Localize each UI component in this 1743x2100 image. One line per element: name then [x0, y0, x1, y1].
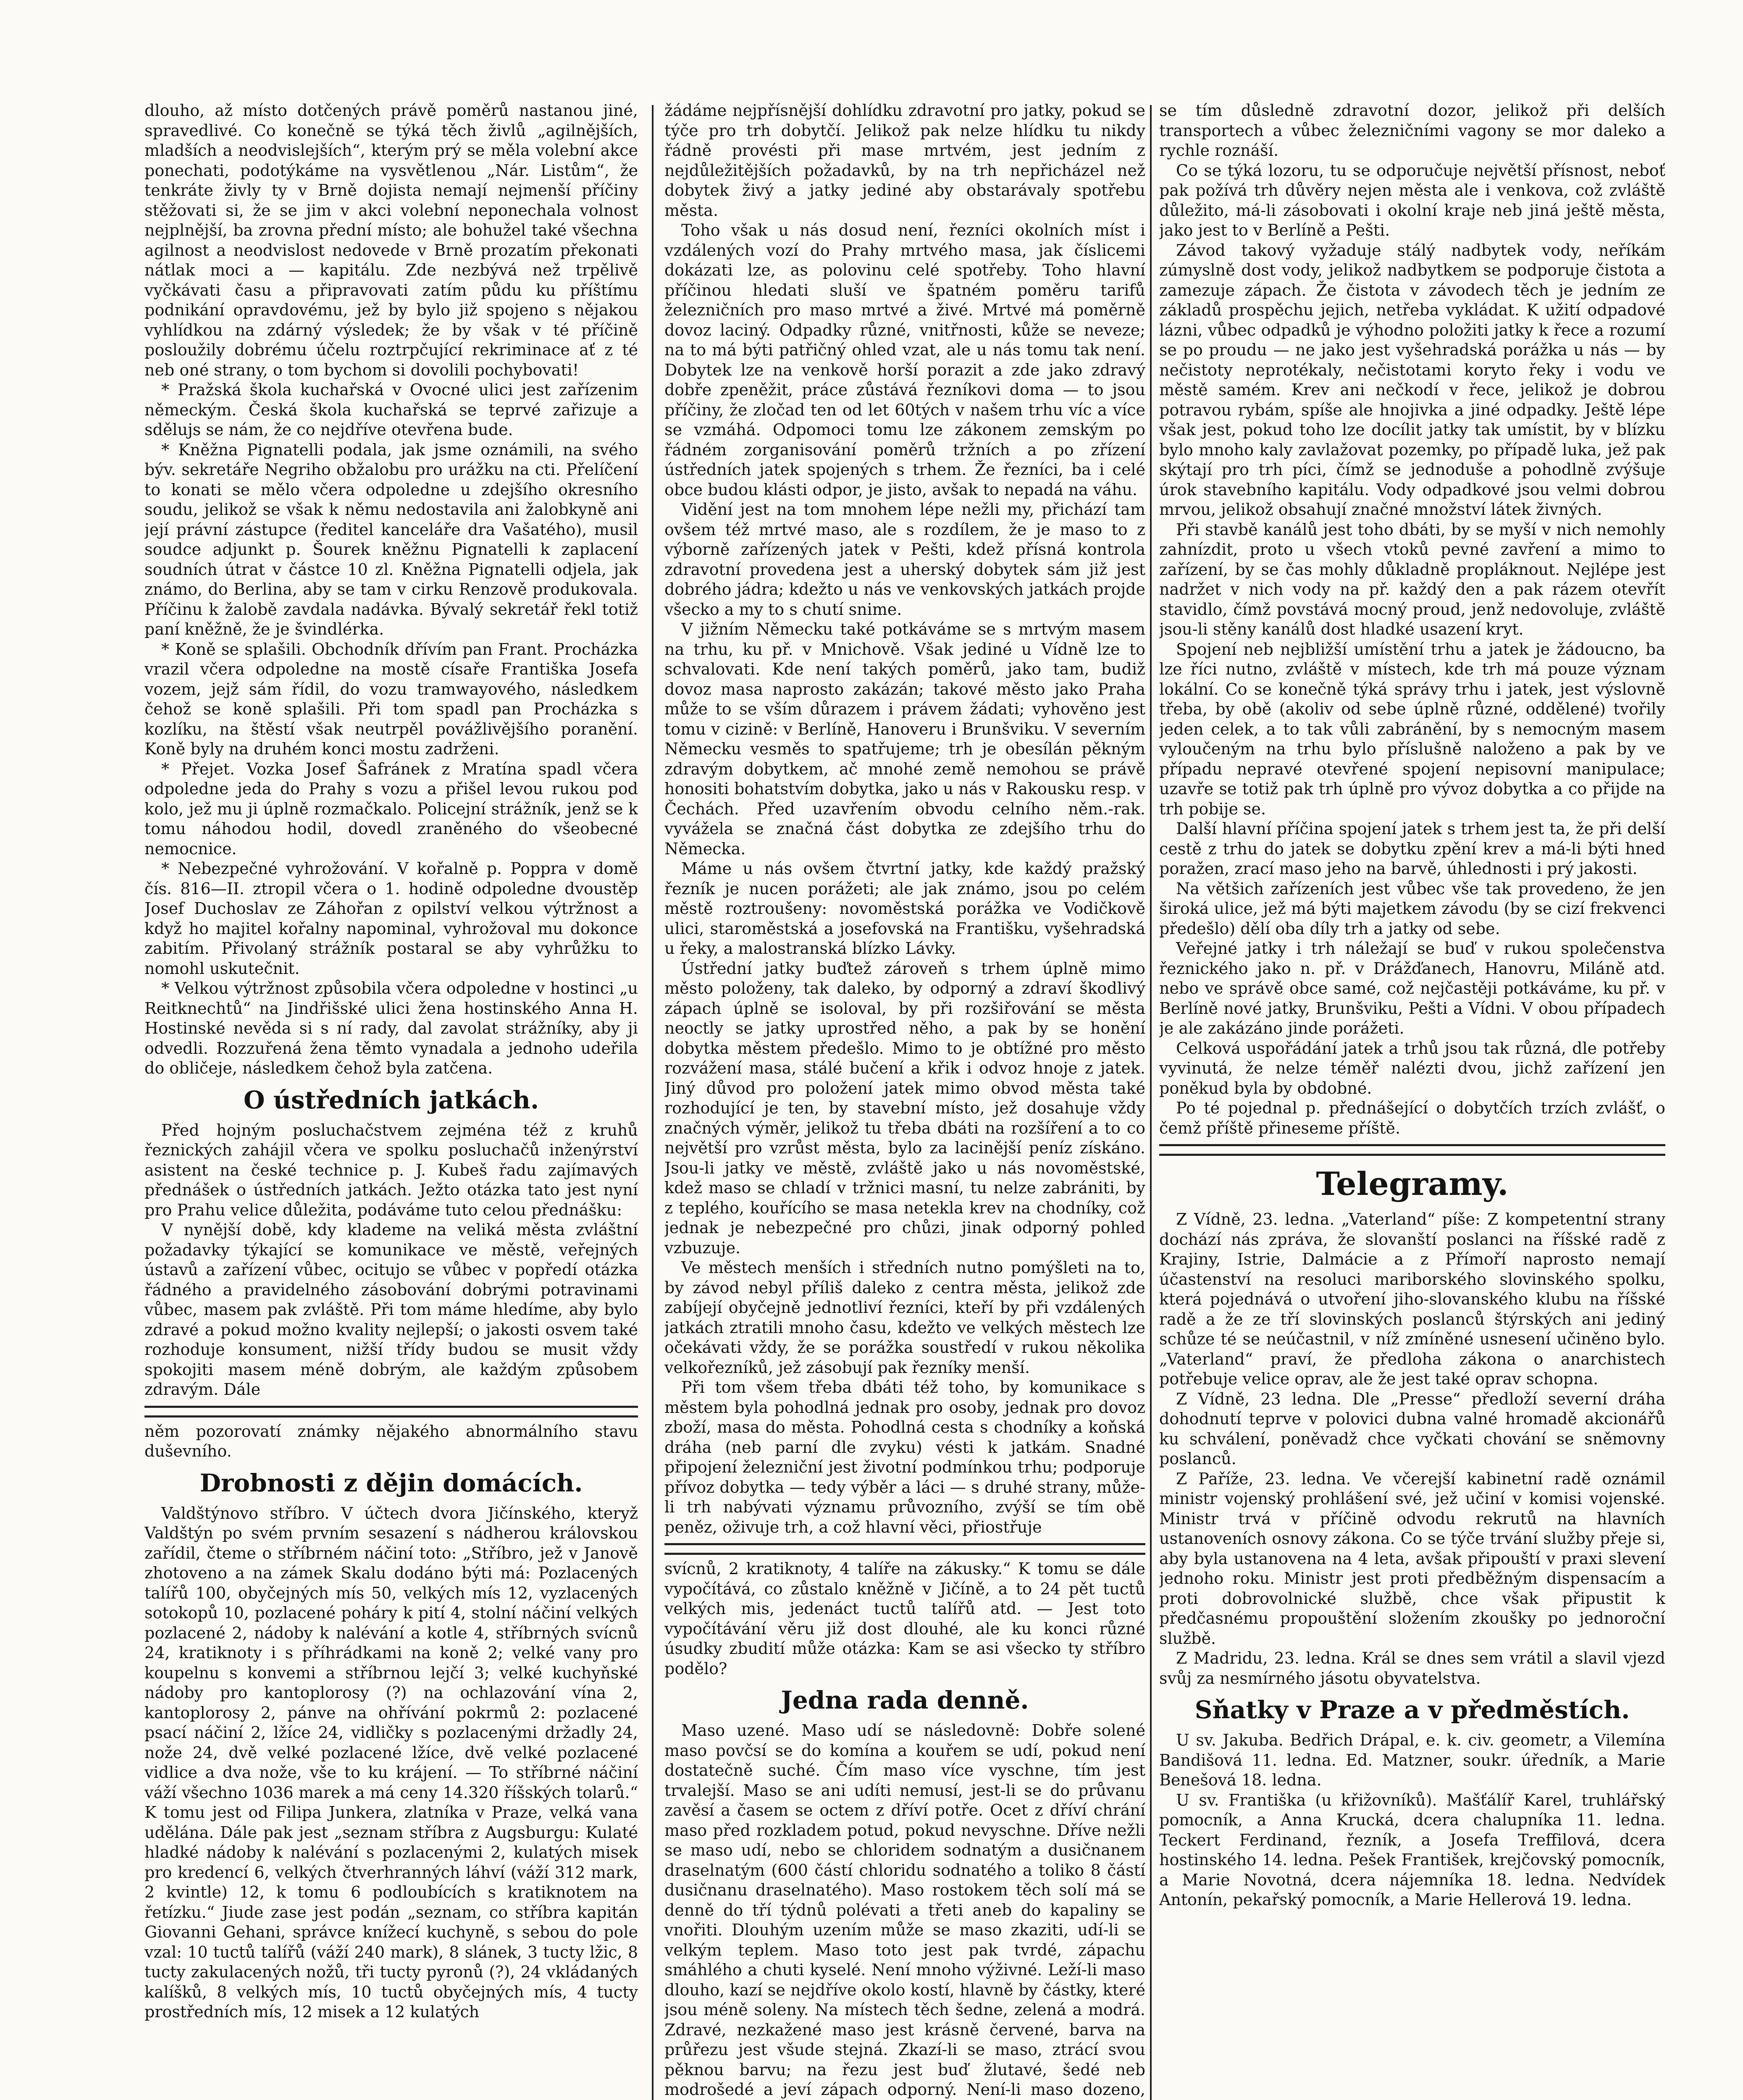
heading-telegrams: Telegramy. [1316, 1165, 1509, 1202]
article-text: V nynější době, kdy klademe na veliká města zvláštní požadavky týkající se komunikace ve městě, veřejných ústavů a zařízení vůbec, ocitujo se vůbec v popředí otázka řádného a pravidelného zásobování dobrými potravinami vůbec, masem pak zvláště. Při tom máme hledíme, aby bylo zdravé a pokud možno kvality nejlepší; o jakosti osvem také rozhoduje konsument, nižší třídy budou se musit vždy spokojiti masem méně dobrým, ale každým způsobem zdravým. Dále [144, 1221, 638, 1399]
telegram-vienna-1: Z Vídně, 23. ledna. „Vaterland“ píše: Z kompetentní strany dochází nás zpráva, že slovanští poslanci na říšské radě z Krajiny, Istrie, Dalmácie a z Přímoří naprosto nemají účastenství na resoluci mariborského slovinského spolku, která pojednává o utvoření jiho-slovanského klubu na říšské radě a že ze tří slovinských poslanců štýrských ani jediný schůze té se neúčastnil, v níž zmíněné usnesení učiněno bylo. „Vaterland“ praví, že předloha zákona o anarchistech potřebuje velice oprav, ale že jest také oprav schopna. [1159, 1210, 1665, 1388]
article-text: Co se týká lozoru, tu se odporučuje největší přísnost, neboť pak požívá trh důvěry nejen města ale i venkova, což zvláště důležito, má-li zásobovati i okolní kraje neb jiná ještě města, jako jest to v Berlíně a Pešti. [1159, 161, 1665, 239]
marriages-st-francis: U sv. Františka (u křižovníků). Mašťálíř Karel, truhlářský pomocník, a Anna Krucká, dcera chalupníka 11. ledna. Teckert Ferdinand, řezník, a Josefa Treffilová, dcera hostinského 14. ledna. Pešek František, krejčovský pomocník, a Marie Novotná, dcera nájemníka 18. ledna. Nedvídek Antonín, pekařský pomocník, a Marie Hellerová 19. ledna. [1159, 1790, 1665, 1909]
column-left [144, 101, 638, 2100]
article-text: Ústřední jatky buďtež zároveň s trhem úplně mimo město položeny, tak daleko, by odporný a zdraví škodlivý zápach úplně se isoloval, by při rozšiřování se města neoctly se jatky uprostřed něho, a pak by se honění dobytka městem předešlo. Mimo to je obtížné pro město rozvážení masa, stálé bučení a křik i odvoz hnoje z jatek. Jiný důvod pro položení jatek mimo obvod města také rozhodující je ten, by stavební místo, jež dosahuje vždy značných výměr, jelikož tu třeba dbáti na rozšíření a to co největší pro vzrůst města, bylo za lacinější peníz získáno. Jsou-li jatky ve městě, zvláště jako u nás novoměstské, kdež maso se chladí v tržnici masní, tu nelze zabrániti, by z teplého, kouřícího se masa netekla krev na chodníky, což jednak je nebezpečné pro chůzi, jinak odporný pohled vzbuzuje. [664, 959, 1145, 1257]
column-right [1159, 101, 1665, 2100]
section-divider [1159, 1144, 1665, 1156]
heading-domestic-history: Drobnosti z dějin domácích. [200, 1468, 583, 1497]
telegram-paris: Z Paříže, 23. ledna. Ve včerejší kabinetní radě oznámil ministr vojenský prohlášení své, jež učiní v komisi vojenské. Ministr trvá v příčině odvodu rekrutů na hlavních ustanoveních osnovy zákona. Co se týče trvání služby přeje si, aby byla ustanovena na 4 leta, avšak připouští v praxi slevení jednoho roku. Ministr jest proti předběžným dispensacím a proti dobrovolnické službě, chce však připustit k předčasnému propouštění složením zkoušky po jednoroční službě. [1159, 1469, 1665, 1648]
article-text: Při stavbě kanálů jest toho dbáti, by se myší v nich nemohly zahnízdit, proto u všech vtoků pevné zavření a mimo to zařízení, by se čas mohly důkladně propláknout. Nejlépe jest nadržet v nich vody na př. každý den a pak rázem otevřít stavidlo, čímž povstává mocný proud, jenž nedovoluje, zvláště jsou-li stěny kanálů dost hladké usazení kryt. [1159, 520, 1665, 638]
column-middle [664, 101, 1145, 2100]
section-divider [664, 1543, 1145, 1555]
news-item-horses: * Koně se splašili. Obchodník dřívím pan Frant. Procházka vrazil včera odpoledne na mostě císaře Františka Josefa vozem, jejž sám řídil, do vozu tramwayového, následkem čehož se koně splašili. Při tom spadl pan Procházka s kozlíku, na štěstí však neutrpěl povážlivějšího poranění. Koně byly na druhém konci mostu zadrženi. [144, 640, 638, 758]
news-item-pignatelli: * Kněžna Pignatelli podala, jak jsme oznámili, na svého býv. sekretáře Negriho obžalobu pro urážku na cti. Přelíčení to konati se mělo včera odpoledne u zdejšího okresního soudu, jelikož se však k němu nedostavila ani žalobkyně ani její právní zástupce (ředitel kanceláře dra Vašatého), musil soudce adjunkt p. Šourek kněžnu Pignatelli k zaplacení soudních útrat v částce 10 zl. Kněžna Pignatelli odjela, jak známo, do Berlina, aby se tam v cirku Renzově produkovala. Příčinu k žalobě zavdala nadávka. Bývalý sekretář řekl totiž paní kněžně, že je švindlérka. [144, 440, 638, 638]
article-text: Při tom všem třeba dbáti též toho, by komunikace s městem byla pohodlná jednak pro osoby, jednak pro dovoz zboží, masa do města. Pohodlná cesta s chodníky a koňská dráha (neb parní dle zvyku) vésti k jatkám. Snadné připojení železniční jest životní podmínkou trhu; podporuje přívoz dobytka — tedy výběr a láci — s druhé strany, může-li trh nabývati významu průvozního, zvýší se tím obě peněz, oživuje trh, a což hlavní věci, přiostřuje [664, 1378, 1145, 1536]
article-text: V jižním Německu také potkáváme se s mrtvým masem na trhu, ku př. v Mnichově. Však jediné u Vídně lze to schvalovati. Kde není takých poměrů, jako tam, budiž dovoz masa naprosto zakázán; takové město jako Praha může to se vším důrazem i právem žádati; vyhověno jest tomu v cizině: v Berlíně, Hanoveru i Brunšviku. V severním Německu vesměs to spatřujeme; trh je obesílán pěkným zdravým dobytkem, ač mnohé země nemohou se právě honositi bohatstvím dobytka, jako u nás v Rakousku resp. v Čechách. Před uzavřením obvodu celního něm.-rak. vyvážela se značná část dobytka ze zdejšího trhu do Německa. [664, 620, 1145, 858]
article-text: dlouho, až místo dotčených právě poměrů nastanou jiné, spravedlivé. Co konečně se týká těch živlů „agilnějších, mladších a neodvislejších“, kterým prý se měla volební akce ponechati, podotýkáme na vysvětlenou „Nár. Listům“, že tenkráte živly ty v Brně dojista nemají nejmenší příčiny stěžovati si, že se jim v akci volební neponechala volnost nejplnější, ba zrovna přední místo; ale bohužel také všechna agilnost a neodvislost nedovede v Brně prozatím překonati nátlak moci a — kapitálu. Zde nezbývá než trpělivě vyčkávati času a připravovati zatím půdu ku příštímu podnikání opravdovému, jež by bylo již spojeno s nějakou vyhlídkou na zdárný výsledek; že by však v té příčině posloužily dobrému účelu roztrpčující rekriminace ať z té neb oné strany, o tom bychom si dovolili pochybovati! [144, 101, 638, 379]
news-item-threat: * Nebezpečné vyhrožování. V kořalně p. Poppra v domě čís. 816—II. ztropil včera o 1. hodině odpoledne dvoustěp Josef Duchoslav ze Záhořan z opilství velkou výtržnost a když ho majitel kořalny napominal, vyhrožoval mu dokonce zabitím. Přivolaný strážník postaral se aby vyhrůžku to nomohl uskutečnit. [144, 859, 638, 978]
article-text: Veřejné jatky i trh náležají se buď v rukou společenstva řeznického jako n. př. v Drážďanech, Hanovru, Miláně atd. nebo ve správě obce samé, což nejčastěji potkáváme, ku př. v Berlíně nové jatky, Brunšviku, Pešti a Vídni. V obou případech je ale zakázáno jinde porážeti. [1159, 939, 1665, 1037]
article-text: Závod takový vyžaduje stálý nadbytek vody, neříkám zúmyslně dost vody, jelikož nadbytkem se podporuje čistota a zamezuje zápach. Že čistota v závodech těch je jedním ze základů prospěchu jejich, netřeba vykládat. K užití odpadové lázni, vůbec odpadků je výhodno položiti jatky k řece a rozumí se po proudu — ne jako jest vyšehradská porážka u nás — by nečistoty neprotékaly, nečistotami koryto řeky i vodu ve městě samém. Krev ani nečkodí v řece, jelikož je dobrou potravou rybám, spíše ale hnojivka a jiné odpadky. Ještě lépe však jest, pokud toho lze docílit jatky tak umístit, by v blízku bylo mnoho kaly zavlažovat pozemky, po případě luka, jež pak skýtají pro trh píci, čímž se jednoduše a pohodlně zvýšuje úrok stavebního kapitálu. Vody odpadkové jsou velmi dobrou mrvou, jelikož obsahují značné množství látek živných. [1159, 241, 1665, 519]
article-text: Na většich zařízeních jest vůbec vše tak provedeno, že jen široká ulice, jež má býti majetkem závodu (by se cizí frekvenci předešlo) dělí oba díly trh a jatky od sebe. [1159, 879, 1665, 938]
marriages-st-james: U sv. Jakuba. Bedřich Drápal, e. k. civ. geometr, a Vilemína Bandišová 11. ledna. Ed. Matzner, soukr. úředník, a Marie Benešová 18. ledna. [1159, 1731, 1665, 1789]
telegram-madrid: Z Madridu, 23. ledna. Král se dnes sem vrátil a slavil vjezd svůj za nesmírného jásotu obyvatelstva. [1159, 1649, 1665, 1688]
article-text: se tím důsledně zdravotní dozor, jelikož při delších transportech a vůbec železničními vagony se mor daleko a rychle roznáší. [1159, 101, 1665, 160]
column-divider [652, 105, 654, 2100]
article-text: Vidění jest na tom mnohem lépe nežli my, přichází tam ovšem též mrtvé maso, ale s rozdílem, že je maso to z výborně zařízených jatek v Pešti, kdež přísná kontrola zdravotní provedena jest a uherský dobytek sám již jest dobrého jádra; kdežto u nás ve venkovských jatkách projde všecko a my to s chutí snime. [664, 500, 1145, 619]
article-text: Maso uzené. Maso udí se následovně: Dobře solené maso povčsí se do komína a kouřem se udí, pokud není dostatečně suché. Čím maso více vyschne, tím jest trvalejší. Maso se ani udíti nemusí, jest-li se do průvanu zavěsí a časem se octem z dříví potře. Ocet z dříví chrání maso před rozkladem potud, pokud nevyschne. Dříve nežli se maso udí, nebo se chloridem sodnatým a dusičnanem draselnatým (600 částí chloridu sodnatého a toliko 8 částí dusičnanu draselnatého). Maso rostokem těch solí má se denně do tří týdnů polévati a třeti aneb do kapaliny se vnořiti. Dlouhým uzením může se maso zkaziti, udí-li se velkým teplem. Maso toto jest pak tvrdé, zápachu smáhlého a chuti kyselé. Není mnoho výživné. Leží-li maso dlouho, kazí se nejdříve okolo kostí, hlavně by částky, které jsou méně soleny. Na místech těch šedne, zelená a modrá. Zdravé, nezkažené maso jest krásně červené, barva na průřezu jest všude stejná. Zkazí-li se maso, ztrácí svou pěknou barvu; na řezu jest buď žlutavé, šedé neb modrošedé a jeví zápach odporný. Není-li maso dozeno, [664, 1721, 1145, 2099]
article-text: Toho však u nás dosud není, řezníci okolních míst i vzdálených vozí do Prahy mrtvého masa, jak číslicemi dokázati lze, as polovinu celé spotřeby. Toho hlavní příčinou hledati sluší ve špatném poměru tarifů železničních pro maso mrtvé a živé. Mrtvé má poměrně dovoz laciný. Odpadky různé, vnitřnosti, kůže se neveze; na to má býti patřičný ohled vzat, ale u nás tomu tak není. Dobytek lze na venkově horší porazit a zde jako zdravý dobře zpeněžit, práce zůstává řezníkovi doma — to jsou příčiny, že zločad ten od let 60tých v našem trhu víc a více se vzmáhá. Odpomoci tomu lze zákonem zemským po řádném zorganisování poměrů tržních a po zřízení ústředních jatek spojených s trhem. Že řezníci, ba i celé obce budou klásti odpor, je jisto, avšak to nepadá na váhu. [664, 221, 1145, 499]
article-text: Celková uspořádání jatek a trhů jsou tak různá, dle potřeby vyvinutá, že nelze téměř nalézti dvou, jichž zařízení jen poněkud byla by obdobné. [1159, 1039, 1665, 1097]
column-divider [1150, 105, 1152, 2100]
telegram-vienna-2: Z Vídně, 23 ledna. Dle „Presse“ předloží severní dráha dohodnutí teprve v polovici dubna valné hromadě akcionářů ku schválení, poněvadž chce vyčkati chování se sněmovny poslanců. [1159, 1389, 1665, 1468]
article-text: Spojení neb nejbližší umístění trhu a jatek je žádoucno, ba lze říci nutno, zvláště v místech, kde trh má pouze význam lokální. Co se konečně týká správy trhu i jatek, jest výslovně třeba, by obě (akoliv od sebe úplně různé, oddělené) tvořily jeden celek, a to tak vůli zabránění, by s nemocným masem vyloučeným na trhu bylo příslušně naloženo a pak by ve případu nepravé otevřené spojení nepisovní manipulace; uzavře se totiž pak trh úplně pro vývoz dobytka a co přijde na trh pobije se. [1159, 640, 1665, 818]
news-item-run-over: * Přejet. Vozka Josef Šafránek z Mratína spadl včera odpoledne jeda do Prahy s vozu a přišel levou rukou pod kolo, jež mu ji úplně rozmačkalo. Policejní strážník, jenž se k tomu náhodou hodil, dovedl zraněného do všeobecné nemocnice. [144, 759, 638, 858]
article-text: svícnů, 2 kratiknoty, 4 talíře na zákusky.“ K tomu se dále vypočítává, co zůstalo kněžně v Jičíně, a to 24 pět tuctů velkých mis, jedenáct tuctů talířů atd. — Jest toto vypočítávání věru již dost dlouhé, ale ku konci různé úsudky zbudití může otázka: Kam se asi všecko ty stříbro podělo? [664, 1559, 1145, 1678]
article-text: Valdštýnovo stříbro. V účtech dvora Jičínského, kteryž Valdštýn po svém prvním sesazení s nádherou královskou zařídil, čteme o stříbrném náčiní toto: „Stříbro, jež v Janově zhotoveno a na zámek Skalu dodáno býti má: Pozlacených talířů 100, obyčejných mís 50, velkých mís 12, vyzlacených sotokopů 10, pozlacené poháry k pití 4, stolní náčiní velkých pozlacené 2, nádoby k nalévání a kotle 4, stříbrných svícnů 24, kratiknoty i s příhrádkami na koně 2; velké vany pro koupelnu s konvemi a stříbrnou lejčí 3; velké kuchyňské nádoby pro kantoplorosy (?) na ochlazování vína 2, kantoplorosy 2, pánve na ohřívání pokrmů 2: pozlacené psací náčiní 2, lžíce 24, vidličky s pozlacenými držadly 24, nože 24, dvě velké pozlacené lžíce, dvě velké pozlacené vidlice a dva nože, vše to ku krájení. — To stříbrné náčiní váží všechno 1036 marek a má ceny 14.320 říšských tolarů.“ K tomu jest od Filipa Junkera, zlatníka v Praze, velká vana udělána. Dále pak jest „seznam stříbra z Augsburgu: Kulaté hladké nádoby k nalévání s pozlacenými 2, kulatých misek pro kredencí 6, velkých čtverhranných láhví (váží 312 mark, 2 kvintle) 12, k tomu 6 podloubících s kratiknotem na řetízku.“ Jiude zase jest podán „seznam, co stříbra kapitán Giovanni Gehani, správce knížecí kuchyně, s sebou do pole vzal: 10 tuctů talířů (váží 240 mark), 8 slánek, 3 tucty lžic, 8 tucty zakulacených nožů, tři tucty pyronů (?), 24 vkládaných kalíšků, 8 velkých mís, 10 tuctů obyčejných mís, 4 tucty prostředních mís, 12 misek a 12 kulatých [144, 1504, 638, 2021]
heading-daily-advice: Jedna rada denně. [781, 1686, 1029, 1714]
article-text: Před hojným posluchačstvem zejména též z kruhů řeznických zahájil včera ve spolku posluchačů inženýrství asistent na české technice p. J. Kubeš řadu zajímavých přednášek o ústředních jatkách. Ježto otázka tato jest nyní pro Prahu velice důležita, podáváme tuto celou přednášku: [144, 1121, 638, 1219]
article-text: Ve městech menších i středních nutno pomýšleti na to, by závod nebyl příliš daleko z centra města, jelikož zde zabíjejí obyčejně jednotliví řezníci, kteří by při vzdálených jatkách ztratili mnoho času, kdežto ve velkých městech lze očekávati vždy, že se porážka soustředí v rukou několika velkořezníků, jež zásobují pak řezníky menší. [664, 1258, 1145, 1377]
section-divider [144, 1406, 638, 1418]
article-text: Máme u nás ovšem čtvrtní jatky, kde každý pražský řezník je nucen porážeti; ale jak známo, jsou po celém městě roztroušeny: novoměstská porážka ve Vodičkově ulici, staroměstská a josefovská na Františku, vyšehradská u řeky, a malostranská blízko Lávky. [664, 859, 1145, 958]
news-item-cooking-school: * Pražská škola kuchařská v Ovocné ulici jest zařízenim německým. Česká škola kuchařská se teprvé zařizuje a sdělujs se nám, že co nejdříve otevřena bude. [144, 381, 638, 439]
heading-marriages: Sňatky v Praze a v předměstích. [1194, 1696, 1630, 1724]
article-text: něm pozorovatí známky nějakého abnormálního stavu duševního. [144, 1422, 638, 1460]
article-text: Po té pojednal p. přednášející o dobytčích trzích zvlášť, o čemž příště přineseme příště. [1159, 1099, 1665, 1137]
news-item-riot: * Velkou výtržnost způsobila včera odpoledne v hostinci „u Reitknechtů“ na Jindřišské ulici žena hostinského Anna H. Hostinské nevěda si s ní rady, dal zavolat strážníky, aby ji odvedli. Rozzuřená žena těmto vynadala a jednoho udeřila do obličeje, následkem čehož byla zatčena. [144, 979, 638, 1077]
article-text: Další hlavní příčina spojení jatek s trhem jest ta, že při delší cestě z trhu do jatek se dobytku zpění krev a má-li býti hned poražen, zrací maso jeho na barvě, úhlednosti i prý jakosti. [1159, 819, 1665, 878]
article-text: žádáme nejpřísnější dohlídku zdravotní pro jatky, pokud se týče pro trh dobytčí. Jelikož pak nelze hlídku tu nikdy řádně provésti při mase mrtvém, jest jedním z nejdůležitějších požadavků, by na trh nepřicházel než dobytek živý a jatky jediné aby obstarávaly spotřebu města. [664, 101, 1145, 220]
heading-central-slaughterhouses: O ústředních jatkách. [243, 1085, 539, 1114]
